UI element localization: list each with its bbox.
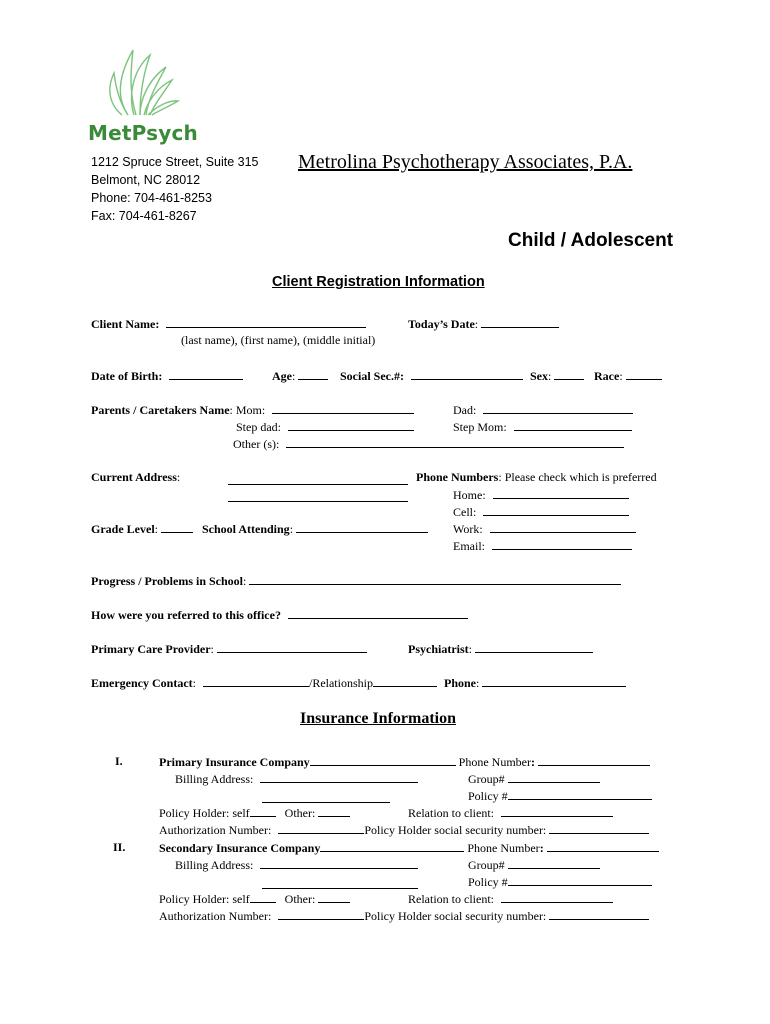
emergency-field[interactable] bbox=[203, 675, 309, 687]
secondary-auth-label: Authorization Number: bbox=[159, 909, 272, 923]
race-row: Race: bbox=[594, 368, 662, 384]
primary-relation-row bbox=[408, 805, 613, 821]
dad-row bbox=[453, 402, 633, 418]
school-label: School Attending bbox=[202, 522, 290, 536]
primary-self-field[interactable] bbox=[250, 805, 276, 817]
sex-row: Sex: bbox=[530, 368, 584, 384]
psychiatrist-label: Psychiatrist bbox=[408, 642, 469, 656]
others-field[interactable] bbox=[286, 436, 624, 448]
secondary-policy-row bbox=[468, 874, 652, 890]
step-mom-label: Step Mom: bbox=[453, 420, 507, 434]
primary-phone-field[interactable] bbox=[538, 754, 650, 766]
email-label: Email: bbox=[453, 539, 485, 553]
primary-company-row: Primary Insurance Company Phone Number: bbox=[159, 754, 650, 770]
primary-policy-row bbox=[468, 788, 652, 804]
primary-group-label: Group# bbox=[468, 772, 505, 786]
grade-label: Grade Level bbox=[91, 522, 155, 536]
mom-label: Mom: bbox=[235, 403, 266, 417]
dob-label: Date of Birth: bbox=[91, 369, 163, 383]
secondary-relation-row bbox=[408, 891, 613, 907]
secondary-billing-field-1[interactable] bbox=[260, 857, 418, 869]
secondary-group-label: Group# bbox=[468, 858, 505, 872]
secondary-holder-row bbox=[159, 891, 350, 907]
primary-company-field[interactable] bbox=[310, 754, 456, 766]
name-hint: (last name), (first name), (middle initial) bbox=[181, 333, 376, 347]
secondary-self-field[interactable] bbox=[250, 891, 276, 903]
secondary-holder-ssn-label: Policy Holder social security number: bbox=[364, 909, 547, 923]
pcp-field[interactable] bbox=[217, 641, 367, 653]
secondary-holder-label: Policy Holder: self bbox=[159, 892, 250, 906]
client-name-row bbox=[91, 316, 366, 332]
secondary-phone-label: Phone Number bbox=[467, 841, 540, 855]
address-line2: Belmont, NC 28012 bbox=[91, 173, 201, 187]
pcp-label: Primary Care Provider bbox=[91, 642, 211, 656]
race-label: Race bbox=[594, 369, 620, 383]
primary-billing-field-1[interactable] bbox=[260, 771, 418, 783]
cell-phone-field[interactable] bbox=[483, 504, 629, 516]
primary-other-label: Other: bbox=[284, 806, 316, 820]
grade-field[interactable] bbox=[161, 521, 193, 533]
email-row bbox=[453, 538, 632, 554]
secondary-billing-label: Billing Address: bbox=[175, 858, 254, 872]
secondary-company-field[interactable] bbox=[320, 840, 464, 852]
ssn-row bbox=[340, 368, 523, 384]
mom-field[interactable] bbox=[272, 402, 414, 414]
primary-group-field[interactable] bbox=[508, 771, 600, 783]
progress-field[interactable] bbox=[249, 573, 621, 585]
primary-policy-label: Policy # bbox=[468, 789, 508, 803]
referred-field[interactable] bbox=[288, 607, 468, 619]
others-label: Other (s): bbox=[233, 437, 280, 451]
secondary-numeral: II. bbox=[113, 840, 126, 854]
form-title: Child / Adolescent bbox=[508, 230, 674, 251]
address-fax: Fax: 704-461-8267 bbox=[91, 209, 197, 223]
client-name-label: Client Name: bbox=[91, 317, 160, 331]
email-field[interactable] bbox=[492, 538, 632, 550]
address-phone: Phone: 704-461-8253 bbox=[91, 191, 212, 205]
step-dad-label: Step dad: bbox=[236, 420, 281, 434]
leaf-logo-icon bbox=[88, 45, 208, 120]
step-dad-row bbox=[236, 419, 414, 435]
dad-field[interactable] bbox=[483, 402, 633, 414]
phone-numbers-hint: Please check which is preferred bbox=[504, 470, 657, 484]
work-phone-field[interactable] bbox=[490, 521, 636, 533]
primary-holder-label: Policy Holder: self bbox=[159, 806, 250, 820]
metpsych-logo bbox=[88, 45, 208, 150]
secondary-holder-ssn-field[interactable] bbox=[549, 908, 649, 920]
ssn-field[interactable] bbox=[411, 368, 523, 380]
todays-date-label: Today’s Date bbox=[408, 317, 475, 331]
phone-numbers-label: Phone Numbers bbox=[416, 470, 499, 484]
primary-group-row bbox=[468, 771, 600, 787]
primary-numeral: I. bbox=[115, 754, 123, 768]
secondary-billing-row bbox=[175, 857, 418, 873]
progress-row: Progress / Problems in School: bbox=[91, 573, 621, 589]
secondary-relation-field[interactable] bbox=[501, 891, 613, 903]
secondary-relation-label: Relation to client: bbox=[408, 892, 494, 906]
progress-label: Progress / Problems in School bbox=[91, 574, 244, 588]
section-title: Client Registration Information bbox=[272, 274, 485, 290]
ssn-label: Social Sec.#: bbox=[340, 369, 404, 383]
dob-field[interactable] bbox=[169, 368, 243, 380]
primary-phone-label: Phone Number bbox=[458, 755, 531, 769]
current-address-row: Current Address: bbox=[91, 470, 181, 484]
secondary-group-row bbox=[468, 857, 600, 873]
relationship-label: /Relationship bbox=[308, 676, 373, 690]
age-field[interactable] bbox=[298, 368, 328, 380]
referred-row bbox=[91, 607, 468, 623]
secondary-phone-field[interactable] bbox=[547, 840, 659, 852]
primary-holder-ssn-label: Policy Holder social security number: bbox=[364, 823, 547, 837]
primary-other-field[interactable] bbox=[318, 805, 350, 817]
pcp-row: Primary Care Provider: bbox=[91, 641, 367, 657]
insurance-title: Insurance Information bbox=[300, 710, 457, 727]
sex-label: Sex bbox=[530, 369, 548, 383]
grade-row: Grade Level: School Attending: bbox=[91, 521, 428, 537]
race-field[interactable] bbox=[626, 368, 662, 380]
home-phone-row bbox=[453, 487, 629, 503]
others-row bbox=[233, 436, 624, 452]
primary-company-label: Primary Insurance Company bbox=[159, 755, 310, 769]
secondary-billing-field-2[interactable] bbox=[262, 877, 418, 889]
dob-row bbox=[91, 368, 243, 384]
emergency-phone-label: Phone bbox=[443, 676, 476, 690]
step-dad-field[interactable] bbox=[288, 419, 414, 431]
step-mom-field[interactable] bbox=[514, 419, 632, 431]
work-phone-row bbox=[453, 521, 636, 537]
sex-field[interactable] bbox=[554, 368, 584, 380]
primary-billing-field-2[interactable] bbox=[262, 791, 390, 803]
secondary-company-row: Secondary Insurance Company Phone Number: bbox=[159, 840, 659, 856]
client-name-field[interactable] bbox=[166, 316, 366, 328]
cell-label: Cell: bbox=[453, 505, 477, 519]
secondary-policy-field[interactable] bbox=[508, 874, 652, 886]
referred-label: How were you referred to this office? bbox=[91, 608, 281, 622]
work-label: Work: bbox=[453, 522, 483, 536]
primary-auth-row bbox=[159, 822, 649, 838]
logo-text: MetPsych bbox=[88, 121, 198, 145]
secondary-auth-row bbox=[159, 908, 649, 924]
age-row: Age: bbox=[272, 368, 328, 384]
psychiatrist-row: Psychiatrist: bbox=[408, 641, 593, 657]
primary-billing-row bbox=[175, 771, 418, 787]
phone-numbers-row: Phone Numbers: Please check which is preferred bbox=[416, 470, 657, 484]
todays-date-row: Today’s Date: bbox=[408, 316, 559, 332]
primary-holder-row bbox=[159, 805, 350, 821]
current-address-label: Current Address bbox=[91, 470, 177, 484]
secondary-policy-label: Policy # bbox=[468, 875, 508, 889]
emergency-phone-field[interactable] bbox=[482, 675, 626, 687]
primary-holder-ssn-field[interactable] bbox=[549, 822, 649, 834]
current-address-field-2[interactable] bbox=[228, 490, 408, 502]
primary-relation-label: Relation to client: bbox=[408, 806, 494, 820]
psychiatrist-field[interactable] bbox=[475, 641, 593, 653]
primary-billing-label: Billing Address: bbox=[175, 772, 254, 786]
primary-relation-field[interactable] bbox=[501, 805, 613, 817]
relationship-field[interactable] bbox=[373, 675, 437, 687]
secondary-group-field[interactable] bbox=[508, 857, 600, 869]
cell-phone-row bbox=[453, 504, 629, 520]
secondary-other-field[interactable] bbox=[318, 891, 350, 903]
parents-label: Parents / Caretakers Name bbox=[91, 403, 230, 417]
current-address-field-1[interactable] bbox=[228, 473, 408, 485]
emergency-label: Emergency Contact bbox=[91, 676, 193, 690]
address-line1: 1212 Spruce Street, Suite 315 bbox=[91, 155, 259, 169]
home-label: Home: bbox=[453, 488, 486, 502]
parents-row: Parents / Caretakers Name: Mom: bbox=[91, 402, 414, 418]
primary-policy-field[interactable] bbox=[508, 788, 652, 800]
primary-auth-field[interactable] bbox=[278, 822, 364, 834]
address-block bbox=[91, 153, 258, 225]
age-label: Age bbox=[272, 369, 292, 383]
emergency-row: Emergency Contact: /Relationship Phone: bbox=[91, 675, 626, 691]
home-phone-field[interactable] bbox=[493, 487, 629, 499]
todays-date-field[interactable] bbox=[481, 316, 559, 328]
secondary-company-label: Secondary Insurance Company bbox=[159, 841, 321, 855]
step-mom-row bbox=[453, 419, 632, 435]
secondary-auth-field[interactable] bbox=[278, 908, 364, 920]
secondary-other-label: Other: bbox=[284, 892, 316, 906]
school-field[interactable] bbox=[296, 521, 428, 533]
org-name: Metrolina Psychotherapy Associates, P.A. bbox=[298, 151, 633, 173]
primary-auth-label: Authorization Number: bbox=[159, 823, 272, 837]
dad-label: Dad: bbox=[453, 403, 477, 417]
